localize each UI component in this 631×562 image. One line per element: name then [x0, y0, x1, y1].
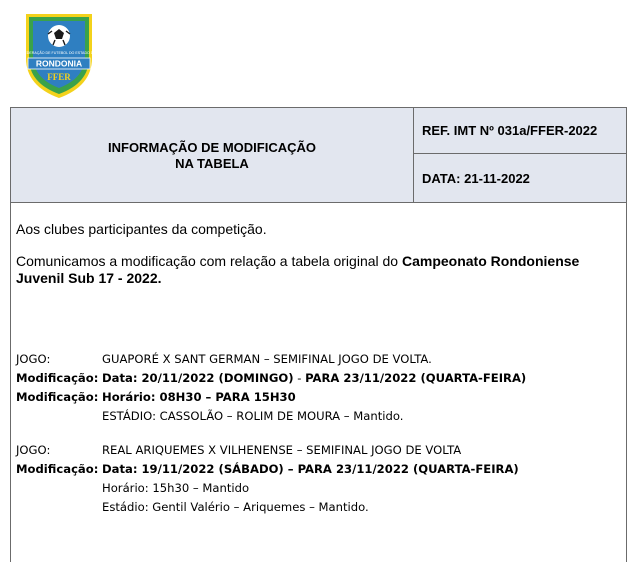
venue: Estádio: Gentil Valério – Ariquemes – Mantido.	[102, 500, 369, 514]
jogo-label: JOGO:	[16, 352, 51, 366]
document-date: DATA: 21-11-2022	[422, 170, 530, 186]
date-change-to: PARA 23/11/2022 (QUARTA-FEIRA)	[305, 371, 527, 385]
document-title	[11, 108, 414, 202]
logo-acronym: FFER	[47, 72, 71, 82]
jogo-value: REAL ARIQUEMES X VILHENENSE – SEMIFINAL JOGO DE VOLTA	[102, 443, 462, 457]
modification-label: Modificação:	[16, 390, 99, 404]
modification-label: Modificação:	[16, 371, 99, 385]
championship-name: Campeonato Rondoniense Juvenil Sub 17 - 2022.	[16, 253, 580, 286]
date-change-separator: -	[293, 371, 306, 385]
logo-state: RONDONIA	[35, 58, 83, 69]
jogo-label: JOGO:	[16, 443, 51, 457]
modification-label: Modificação:	[16, 462, 99, 476]
announcement	[16, 253, 616, 287]
time: Horário: 15h30 – Mantido	[102, 481, 250, 495]
header-table	[10, 107, 627, 203]
date-change: Data: 19/11/2022 (SÁBADO) – PARA 23/11/2022 (QUARTA-FEIRA)	[102, 462, 519, 476]
announcement-text: Comunicamos a modificação com relação a tabela original do	[16, 253, 402, 269]
title-line-1: INFORMAÇÃO DE MODIFICAÇÃO	[108, 140, 316, 155]
greeting: Aos clubes participantes da competição.	[16, 221, 267, 237]
jogo-value: GUAPORÉ X SANT GERMAN – SEMIFINAL JOGO DE VOLTA.	[102, 352, 432, 366]
reference-number: REF. IMT Nº 031a/FFER-2022	[414, 108, 626, 154]
title-line-2: NA TABELA	[175, 156, 249, 171]
date-change-from: Data: 20/11/2022 (DOMINGO)	[102, 371, 294, 385]
logo-top-text: FEDERAÇÃO DE FUTEBOL DO ESTADO DE	[22, 51, 96, 55]
time-change: Horário: 08H30 – PARA 15H30	[102, 390, 296, 404]
venue: ESTÁDIO: CASSOLÃO – ROLIM DE MOURA – Mantido.	[102, 409, 404, 423]
ffer-logo	[20, 8, 98, 100]
